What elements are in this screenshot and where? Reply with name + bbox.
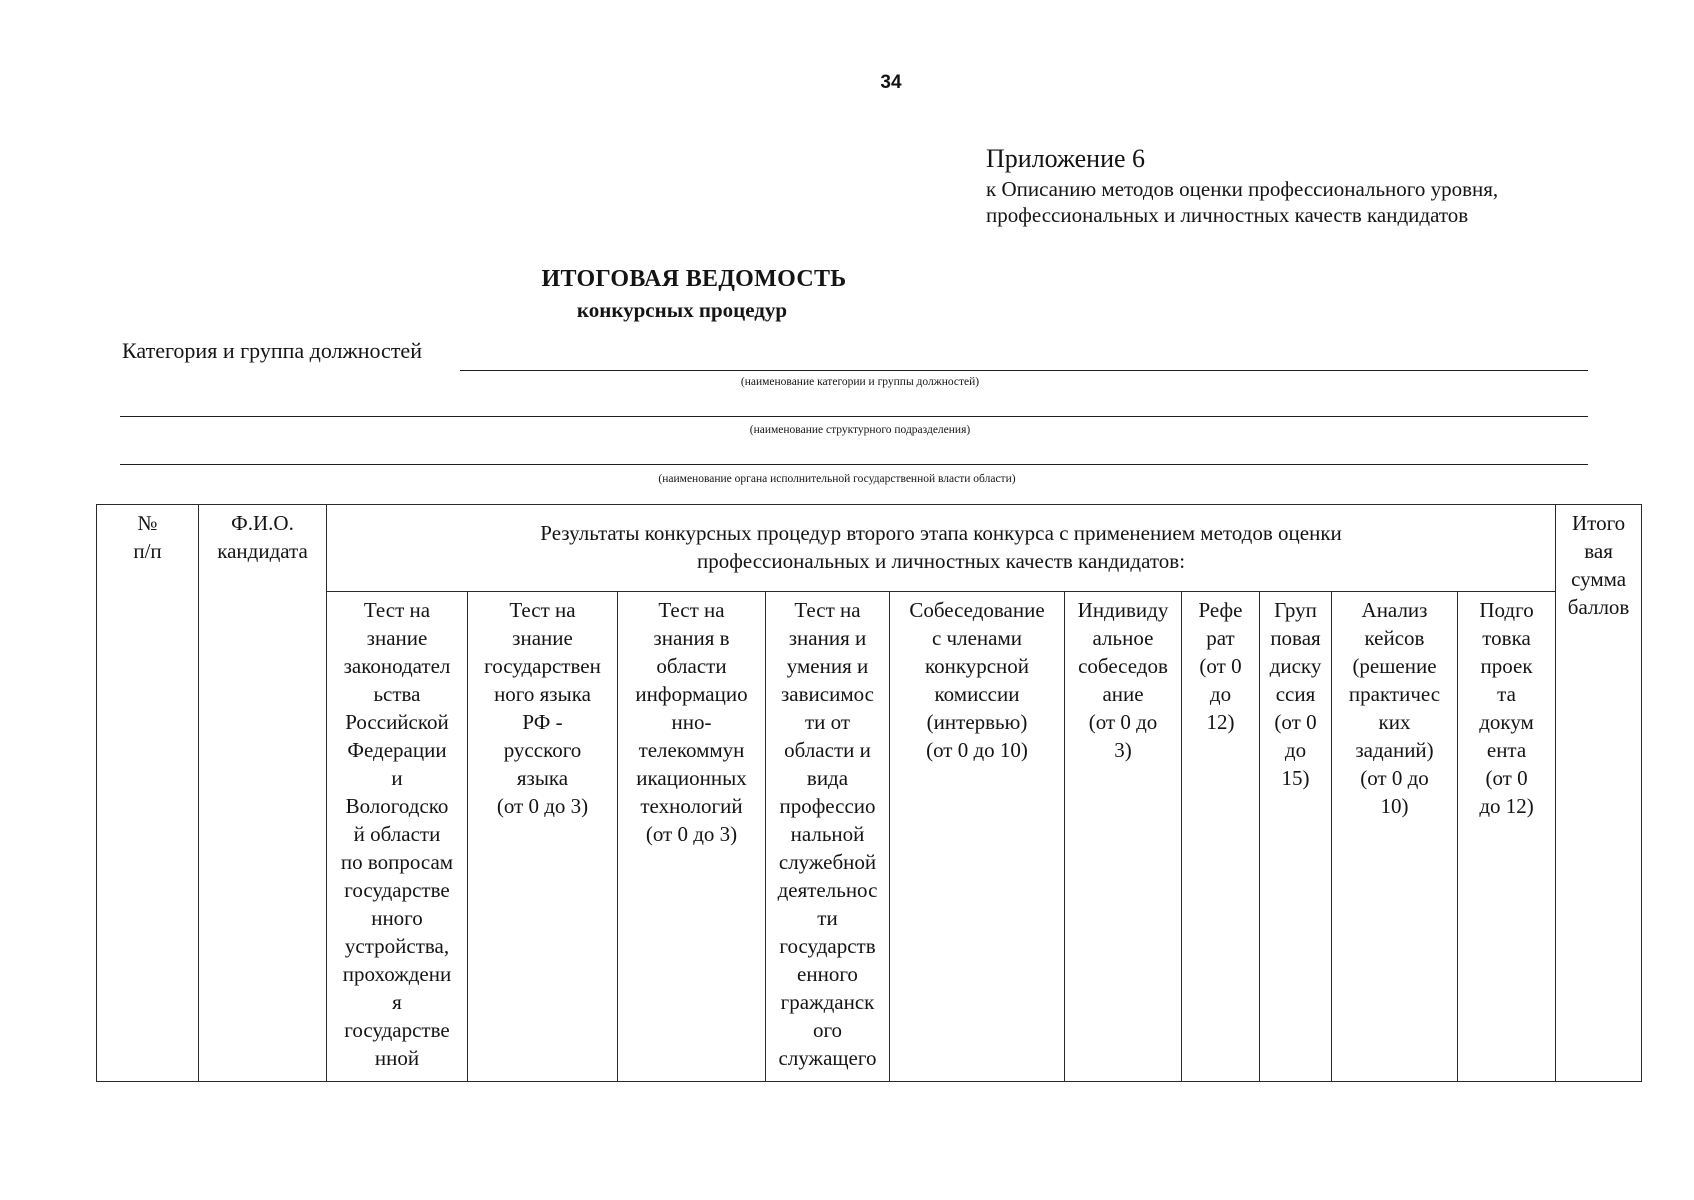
- document-title: ИТОГОВАЯ ВЕДОМОСТЬ: [541, 266, 847, 292]
- appendix-block: [986, 142, 1498, 228]
- appendix-title: Приложение 6: [986, 144, 1146, 173]
- caption-body: (наименование органа исполнительной государственной власти области): [658, 473, 1016, 485]
- header-cell-fio: Ф.И.О. кандидата: [199, 505, 327, 1082]
- appendix-subtitle-line1: к Описанию методов оценки профессионального уровня,: [986, 177, 1499, 201]
- results-table: [96, 504, 1642, 1082]
- unit-fill-line[interactable]: [120, 416, 1588, 417]
- header-cell-total: Итого вая сумма баллов: [1556, 505, 1642, 1082]
- subheader-cell: Рефе рат (от 0 до 12): [1182, 592, 1260, 1082]
- subheader-cell: Тест на знание законодател ьства Российской Федерации и Вологодско й области по вопросам государстве нного устройства, прохождени я государстве нной: [327, 592, 468, 1082]
- header-cell-results-group: Результаты конкурсных процедур второго этапа конкурса с применением методов оценки профессиональных и личностных качеств кандидатов:: [327, 505, 1556, 592]
- caption-category: (наименование категории и группы должностей): [740, 376, 980, 388]
- header-cell-number: № п/п: [97, 505, 199, 1082]
- subheader-cell: Тест на знания и умения и зависимос ти от области и вида профессио нальной служебной деятельнос ти государств енного гражданск ого служащего: [766, 592, 890, 1082]
- subheader-cell: Тест на знания в области информацио нно- телекоммун икационных технологий (от 0 до 3): [618, 592, 766, 1082]
- body-fill-line[interactable]: [120, 464, 1588, 465]
- appendix-subtitle-line2: профессиональных и личностных качеств кандидатов: [986, 203, 1469, 227]
- category-label: Категория и группа должностей: [122, 338, 422, 363]
- table-header-row: [97, 505, 1642, 592]
- subheader-cell: Анализ кейсов (решение практичес ких заданий) (от 0 до 10): [1332, 592, 1458, 1082]
- caption-unit: (наименование структурного подразделения): [749, 424, 971, 436]
- subheader-cell: Груп повая диску ссия (от 0 до 15): [1260, 592, 1332, 1082]
- document-subtitle: конкурсных процедур: [576, 298, 788, 322]
- page-number: 34: [880, 72, 902, 93]
- subheader-cell: Подго товка проек та докум ента (от 0 до 12): [1458, 592, 1556, 1082]
- subheader-cell: Собеседование с членами конкурсной комиссии (интервью) (от 0 до 10): [890, 592, 1065, 1082]
- table-subheader-row: [97, 592, 1642, 1082]
- category-fill-line[interactable]: [460, 370, 1588, 371]
- subheader-cell: Тест на знание государствен ного языка РФ - русского языка (от 0 до 3): [468, 592, 618, 1082]
- subheader-cell: Индивиду альное собеседов ание (от 0 до 3): [1065, 592, 1182, 1082]
